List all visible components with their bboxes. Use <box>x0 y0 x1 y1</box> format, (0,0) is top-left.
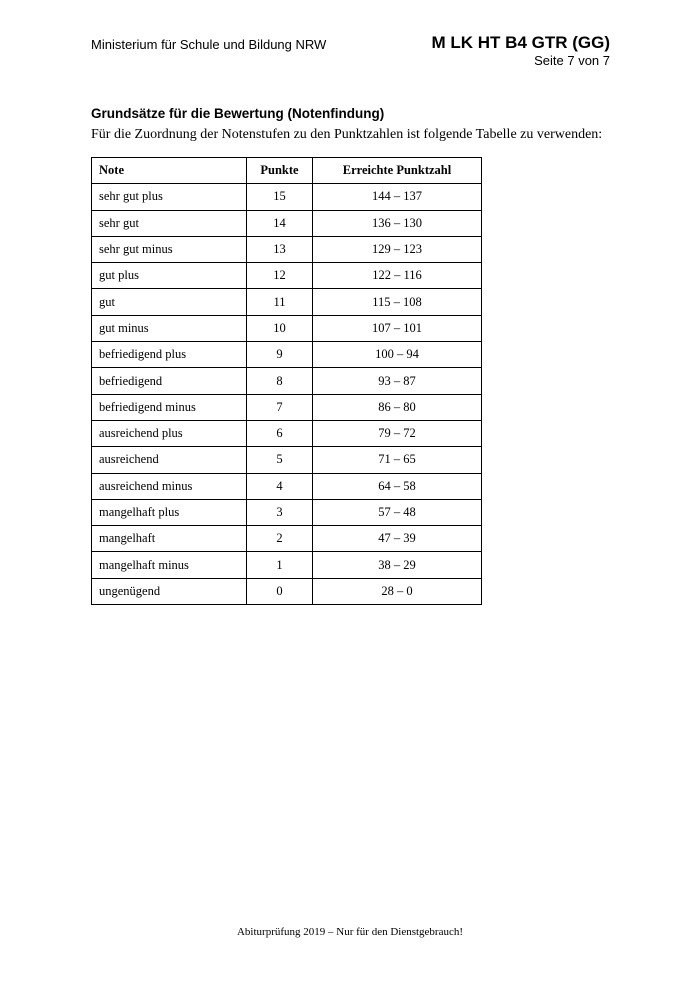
section-title: Grundsätze für die Bewertung (Notenfindung) <box>91 106 385 121</box>
score-range-cell: 144 – 137 <box>313 184 482 210</box>
points-cell: 7 <box>247 394 313 420</box>
ministry-name: Ministerium für Schule und Bildung NRW <box>91 37 327 52</box>
footer-text: Abiturprüfung 2019 – Nur für den Dienstgebrauch! <box>236 926 464 938</box>
table-row <box>92 499 482 525</box>
column-header-note: Note <box>92 158 247 184</box>
score-range-cell: 79 – 72 <box>313 420 482 446</box>
points-cell: 9 <box>247 342 313 368</box>
table-row <box>92 526 482 552</box>
points-cell: 13 <box>247 236 313 262</box>
grade-label-cell: sehr gut minus <box>92 236 247 262</box>
grade-label-cell: ausreichend plus <box>92 420 247 446</box>
grade-label-cell: mangelhaft <box>92 526 247 552</box>
score-range-cell: 93 – 87 <box>313 368 482 394</box>
table-row <box>92 289 482 315</box>
column-header-punktzahl: Erreichte Punktzahl <box>313 158 482 184</box>
score-range-cell: 64 – 58 <box>313 473 482 499</box>
table-row <box>92 342 482 368</box>
table-row <box>92 236 482 262</box>
points-cell: 4 <box>247 473 313 499</box>
points-cell: 5 <box>247 447 313 473</box>
table-row <box>92 473 482 499</box>
score-range-cell: 100 – 94 <box>313 342 482 368</box>
points-cell: 10 <box>247 315 313 341</box>
intro-text: Für die Zuordnung der Notenstufen zu den Punktzahlen ist folgende Tabelle zu verwenden: <box>91 127 603 142</box>
grade-label-cell: sehr gut <box>92 210 247 236</box>
grade-label-cell: gut minus <box>92 315 247 341</box>
points-cell: 6 <box>247 420 313 446</box>
exam-code: M LK HT B4 GTR (GG) <box>431 33 610 52</box>
grade-label-cell: ausreichend <box>92 447 247 473</box>
table-row <box>92 420 482 446</box>
score-range-cell: 28 – 0 <box>313 578 482 604</box>
grade-label-cell: gut <box>92 289 247 315</box>
score-range-cell: 71 – 65 <box>313 447 482 473</box>
grade-label-cell: befriedigend <box>92 368 247 394</box>
score-range-cell: 115 – 108 <box>313 289 482 315</box>
table-row <box>92 552 482 578</box>
table-row <box>92 447 482 473</box>
score-range-cell: 107 – 101 <box>313 315 482 341</box>
score-range-cell: 122 – 116 <box>313 263 482 289</box>
table-header-row <box>92 158 482 184</box>
grading-table <box>91 157 482 605</box>
grade-label-cell: befriedigend minus <box>92 394 247 420</box>
score-range-cell: 47 – 39 <box>313 526 482 552</box>
page-header-right <box>432 32 610 68</box>
points-cell: 11 <box>247 289 313 315</box>
table-body <box>92 184 482 605</box>
score-range-cell: 57 – 48 <box>313 499 482 525</box>
grade-label-cell: ausreichend minus <box>92 473 247 499</box>
table-row <box>92 184 482 210</box>
grade-label-cell: sehr gut plus <box>92 184 247 210</box>
grade-label-cell: befriedigend plus <box>92 342 247 368</box>
table-row <box>92 394 482 420</box>
points-cell: 12 <box>247 263 313 289</box>
grade-label-cell: gut plus <box>92 263 247 289</box>
grade-label-cell: mangelhaft plus <box>92 499 247 525</box>
score-range-cell: 38 – 29 <box>313 552 482 578</box>
table-row <box>92 263 482 289</box>
score-range-cell: 136 – 130 <box>313 210 482 236</box>
column-header-punkte: Punkte <box>247 158 313 184</box>
table-row <box>92 315 482 341</box>
points-cell: 1 <box>247 552 313 578</box>
points-cell: 15 <box>247 184 313 210</box>
points-cell: 8 <box>247 368 313 394</box>
grade-label-cell: mangelhaft minus <box>92 552 247 578</box>
score-range-cell: 86 – 80 <box>313 394 482 420</box>
table-row <box>92 578 482 604</box>
grade-label-cell: ungenügend <box>92 578 247 604</box>
page-indicator: Seite 7 von 7 <box>534 53 610 68</box>
table-row <box>92 368 482 394</box>
points-cell: 3 <box>247 499 313 525</box>
score-range-cell: 129 – 123 <box>313 236 482 262</box>
points-cell: 14 <box>247 210 313 236</box>
table-row <box>92 210 482 236</box>
points-cell: 0 <box>247 578 313 604</box>
points-cell: 2 <box>247 526 313 552</box>
